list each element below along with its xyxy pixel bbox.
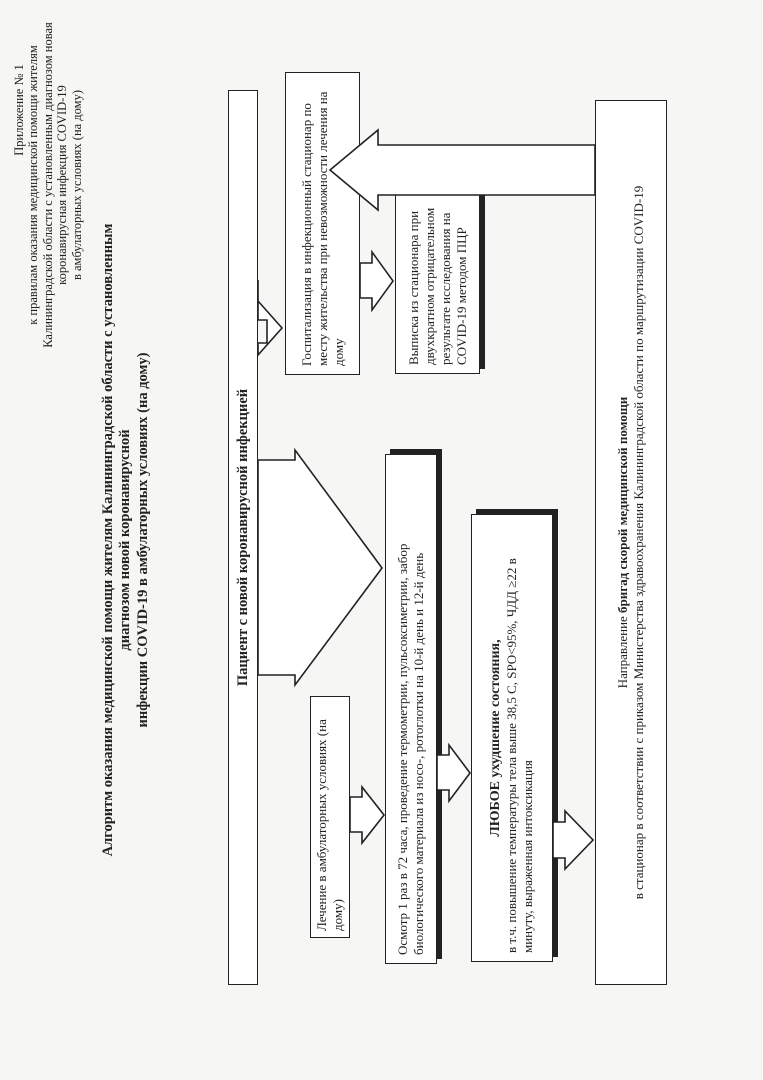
title-line-2: инфекции COVID-19 в амбулаторных условиях (на дому) [134,352,151,728]
ambulance-prefix: Направление [615,612,630,689]
arrow-patient-to-hospitalization [258,280,282,355]
arrow-deterioration-to-ambulance [553,811,593,869]
ambulance-bold: бригад скорой медицинской помощи [615,396,630,613]
deterioration-heading: ЛЮБОЕ ухудшение состояния, [488,639,503,837]
discharge-label: Выписка из стационара при двухкратном отрицательном результате исследования на COVID-19 методом ПЦР [405,207,469,365]
arrow-home-to-examination [350,787,384,843]
arrow-examination-to-deterioration [437,745,470,801]
ambulance-line-2: в стационар в соответствии с приказом Министерства здравоохранения Калининградской области по маршрутизации COVID-19 [631,185,646,900]
appendix-line-4: коронавирусная инфекция COVID-19 [55,85,70,285]
home-treatment-label: Лечение в амбулаторных условиях (на дому) [314,719,345,931]
examination-label: Осмотр 1 раз в 72 часа, проведение термометрии, пульсоксиметрии, забор биологического материала из носо-, ротоглотки на 10-й день и 12-й день [395,543,426,955]
arrow-hospitalization-to-discharge [360,252,393,310]
hospitalization-label: Госпитализация в инфекционный стационар по месту жительства при невозможности лечения на дому [298,91,346,366]
deterioration-text: в т.ч. повышение температуры тела выше 38,5 С, SPO<95%, ЧДД ≥22 в минуту, выраженная интоксикация [504,558,535,953]
appendix-line-5: в амбулаторных условиях (на дому) [69,90,84,281]
appendix-number: Приложение № 1 [12,64,26,156]
arrow-ambulance-to-hospitalization [330,130,595,210]
appendix-line-2: к правилам оказания медицинской помощи жителям [26,45,41,325]
arrow-patient-to-home [258,450,382,685]
patient-label: Пациент с новой коронавирусной инфекцией [234,388,251,687]
title-line-1: Алгоритм оказания медицинской помощи жителям Калининградской области с установленным диагнозом новой коронавирусной [100,223,134,857]
appendix-line-3: Калининградской области с установленным диагнозом новая [40,22,55,348]
